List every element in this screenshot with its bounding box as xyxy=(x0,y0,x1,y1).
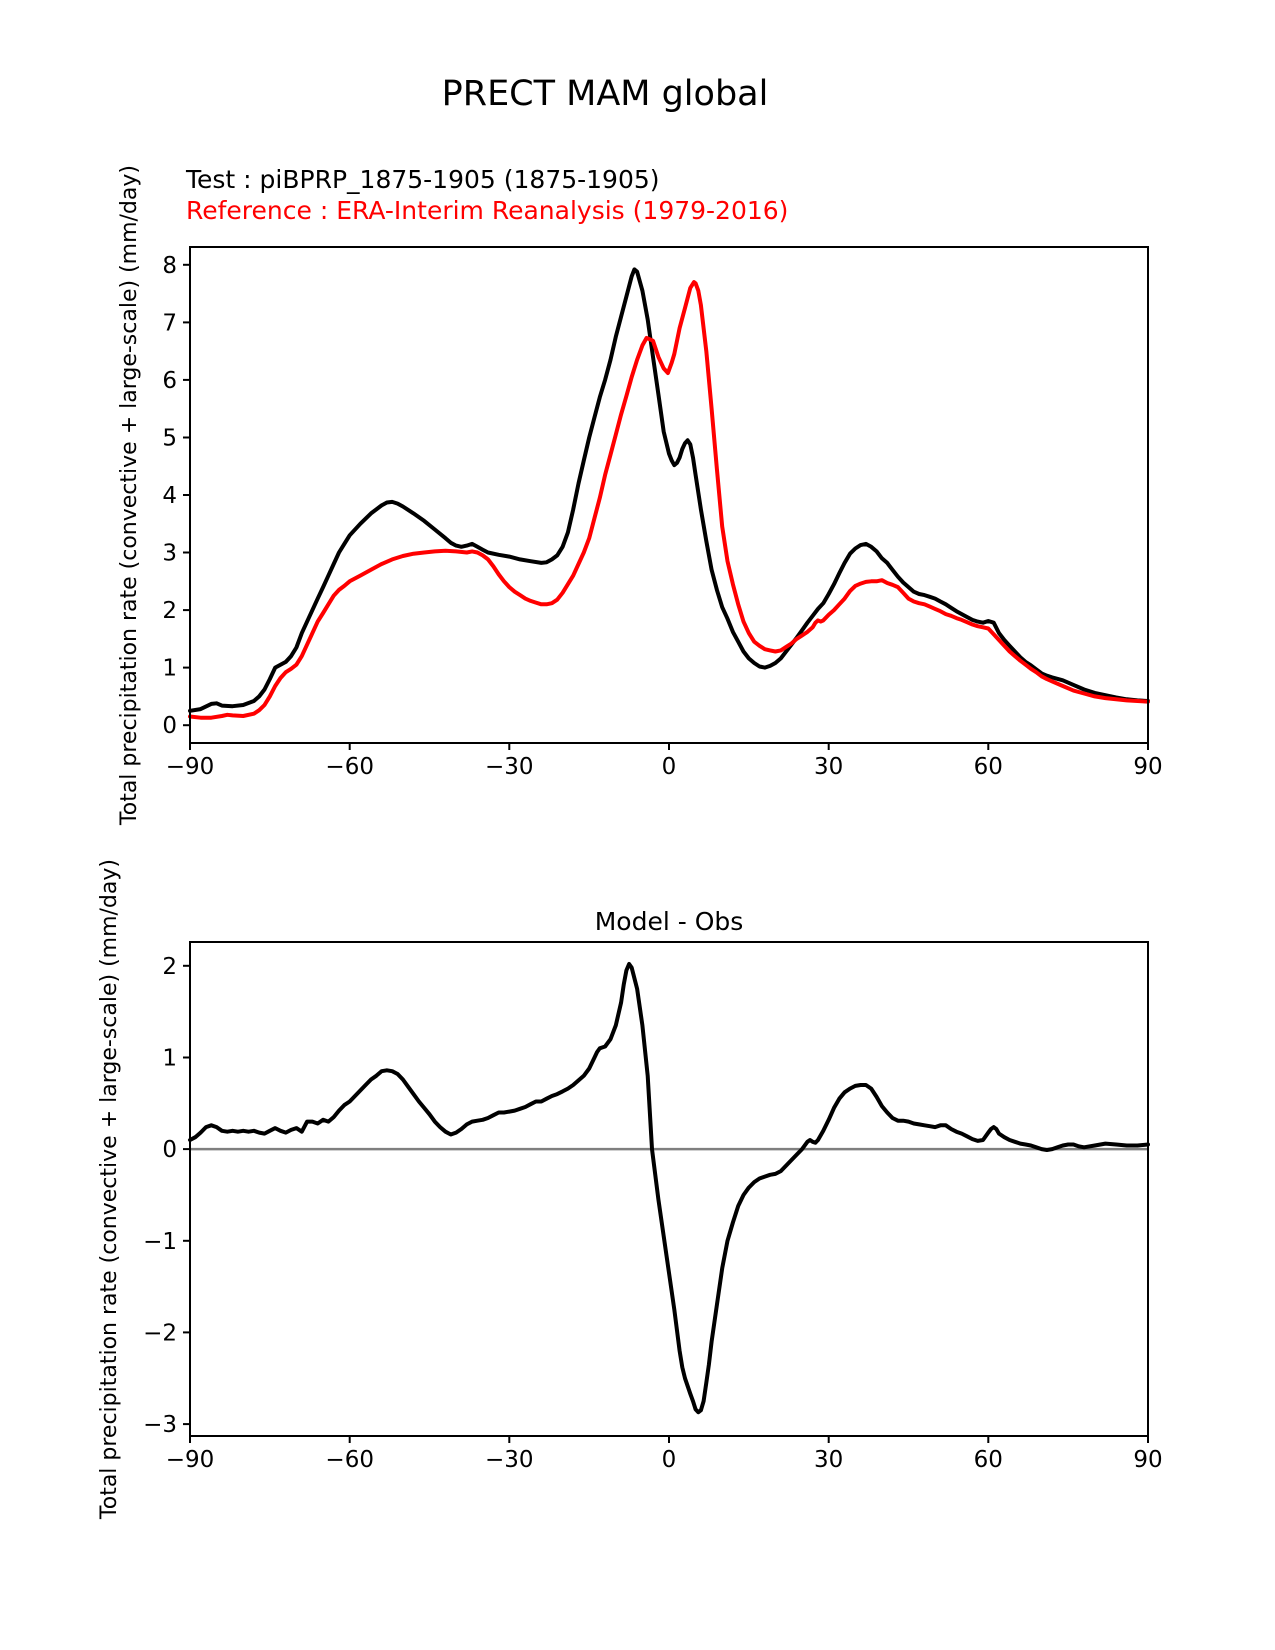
chart-panel-0 xyxy=(117,165,1163,826)
x-tick-label: 0 xyxy=(661,754,677,780)
y-axis-label: Total precipitation rate (convective + large-scale) (mm/day) xyxy=(97,859,122,1519)
y-tick-label: 0 xyxy=(162,1137,177,1164)
figure-title: PRECT MAM global xyxy=(441,74,769,114)
x-tick-label: 30 xyxy=(814,754,844,780)
plot-border xyxy=(190,247,1148,743)
y-tick-label: 2 xyxy=(162,598,177,625)
y-tick-label: 3 xyxy=(162,540,177,567)
y-tick-label: −3 xyxy=(143,1412,177,1439)
y-axis-label: Total precipitation rate (convective + large-scale) (mm/day) xyxy=(117,165,142,825)
y-tick-label: −2 xyxy=(143,1320,177,1347)
y-tick-label: 4 xyxy=(162,483,177,509)
x-tick-label: 90 xyxy=(1133,754,1163,780)
y-tick-label: 1 xyxy=(162,655,177,682)
x-tick-label: 60 xyxy=(973,1447,1003,1473)
x-tick-label: 0 xyxy=(661,1447,677,1473)
y-tick-label: 6 xyxy=(162,367,177,394)
legend-test-label: Test : piBPRP_1875-1905 (1875-1905) xyxy=(186,165,660,194)
subplot-title: Model - Obs xyxy=(594,907,744,936)
x-tick-label: −90 xyxy=(165,754,215,780)
y-tick-label: −1 xyxy=(143,1228,177,1255)
x-tick-label: −90 xyxy=(165,1447,215,1473)
x-tick-label: 30 xyxy=(814,1447,844,1473)
series-line-0 xyxy=(190,964,1148,1412)
legend-reference-label: Reference : ERA-Interim Reanalysis (1979-2016) xyxy=(186,196,789,225)
y-tick-label: 2 xyxy=(162,953,177,980)
y-tick-label: 8 xyxy=(162,252,177,279)
y-tick-label: 1 xyxy=(162,1045,177,1072)
y-tick-label: 7 xyxy=(162,310,177,337)
x-tick-label: 90 xyxy=(1133,1447,1163,1473)
x-tick-label: 60 xyxy=(973,754,1003,780)
x-tick-label: −30 xyxy=(485,754,534,780)
series-line-1 xyxy=(190,282,1148,718)
y-tick-label: 0 xyxy=(162,713,177,740)
x-tick-label: −60 xyxy=(325,1447,374,1473)
x-tick-label: −60 xyxy=(325,754,374,780)
plot-border xyxy=(190,942,1148,1436)
chart-panel-1 xyxy=(97,859,1163,1520)
x-tick-label: −30 xyxy=(485,1447,534,1473)
y-tick-label: 5 xyxy=(162,425,177,452)
